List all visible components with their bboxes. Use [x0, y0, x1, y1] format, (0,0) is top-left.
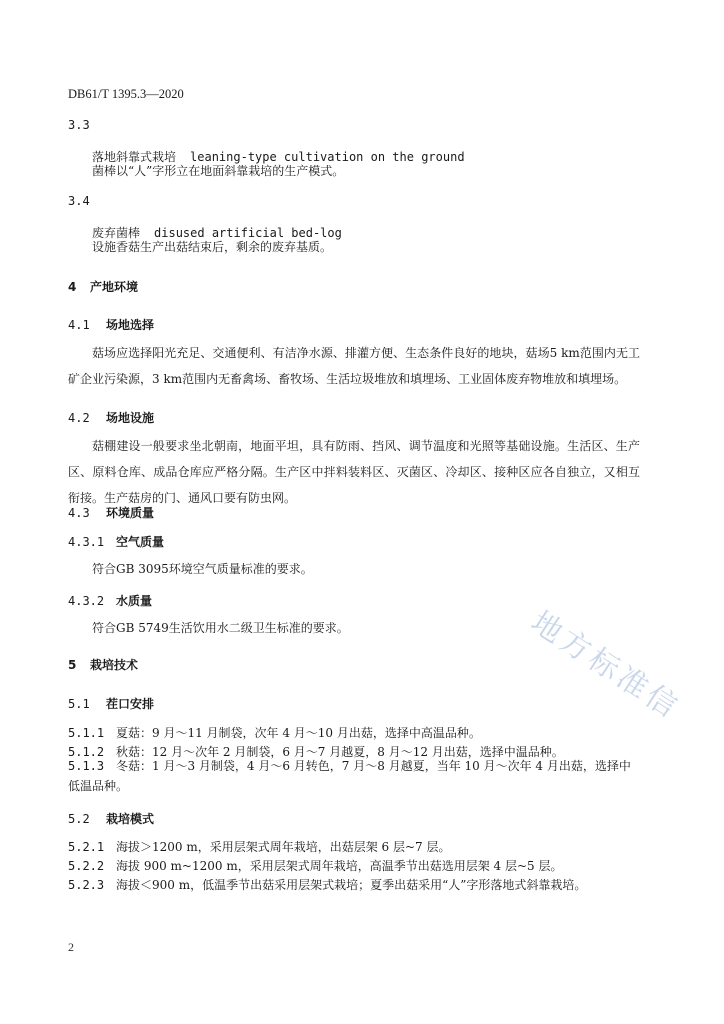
item-number: 5.2.2 [68, 859, 105, 873]
term-english: leaning-type cultivation on the ground [190, 150, 465, 164]
item-text: 海拔 900 m~1200 m，采用层架式周年栽培，高温季节出菇选用层架 4 层~5 层。 [116, 859, 563, 873]
definition-3-4: 设施香菇生产出菇结束后，剩余的废弃基质。 [92, 240, 333, 254]
heading-4-3-1 [68, 533, 164, 550]
heading-number: 4.3 [68, 506, 90, 520]
heading-text: 空气质量 [116, 535, 165, 549]
list-item-5-1-1 [68, 724, 481, 741]
list-item-5-2-2 [68, 857, 562, 874]
item-text: 秋菇：12 月～次年 2 月制袋，6 月～7 月越夏，8 月～12 月出菇，选择中温品种。 [116, 745, 564, 759]
heading-4-1 [68, 316, 154, 333]
heading-number: 4.3.2 [68, 594, 105, 608]
heading-text: 产地环境 [90, 280, 139, 294]
term-english: disused artificial bed-log [154, 226, 342, 240]
heading-5-2 [68, 810, 154, 827]
heading-number: 5.1 [68, 697, 90, 711]
heading-number: 4.1 [68, 318, 90, 332]
heading-number: 4 [68, 280, 77, 294]
heading-number: 4.2 [68, 411, 90, 425]
heading-4-2 [68, 409, 154, 426]
item-number: 5.1.3 [68, 759, 105, 773]
item-text: 冬菇：1 月～3 月制袋，4 月～6 月转色，7 月～8 月越夏，当年 10 月～次年 4 月出菇，选择中低温品种。 [68, 759, 631, 793]
heading-text: 栽培技术 [90, 658, 139, 672]
item-number: 5.1.1 [68, 726, 105, 740]
heading-text: 环境质量 [106, 506, 155, 520]
heading-text: 茬口安排 [106, 697, 155, 711]
heading-number: 5 [68, 658, 77, 672]
item-text: 夏菇：9 月～11 月制袋，次年 4 月～10 月出菇，选择中高温品种。 [116, 726, 481, 740]
paragraph-4-2: 菇棚建设一般要求坐北朝南，地面平坦，具有防雨、挡风、调节温度和光照等基础设施。生活区、生产区、原料仓库、成品仓库应严格分隔。生产区中拌料装料区、灭菌区、冷却区、接种区应各自独立，又相互衔接。生产菇房的门、通风口要有防虫网。 [68, 439, 640, 505]
heading-text: 水质量 [116, 594, 153, 608]
section-number-3-4: 3.4 [68, 194, 90, 208]
heading-4-3 [68, 504, 154, 521]
item-number: 5.2.3 [68, 878, 105, 892]
paragraph-4-3-1: 符合GB 3095环境空气质量标准的要求。 [92, 562, 313, 576]
watermark: 地方标准信 [524, 604, 687, 727]
heading-number: 4.3.1 [68, 535, 105, 549]
list-item-5-2-3 [68, 876, 586, 893]
section-number-3-3: 3.3 [68, 118, 90, 132]
item-number: 5.1.2 [68, 745, 105, 759]
item-text: 海拔＞1200 m，采用层架式周年栽培，出菇层架 6 层~7 层。 [116, 840, 451, 854]
heading-text: 栽培模式 [106, 812, 155, 826]
heading-5 [68, 656, 138, 673]
heading-5-1 [68, 695, 154, 712]
heading-text: 场地选择 [106, 318, 155, 332]
term-chinese: 废弃菌棒 [92, 226, 141, 240]
list-item-5-1-3 [68, 756, 640, 796]
term-chinese: 落地斜靠式栽培 [92, 150, 177, 164]
document-header-id: DB61/T 1395.3—2020 [68, 87, 184, 101]
paragraph-4-1: 菇场应选择阳光充足、交通便利、有洁净水源、排灌方便、生态条件良好的地块，菇场5 km范围内无工矿企业污染源，3 km范围内无畜禽场、畜牧场、生活垃圾堆放和填埋场、工业固体废弃物堆放和填埋场。 [68, 346, 640, 386]
definition-3-3: 菌棒以“人”字形立在地面斜靠栽培的生产模式。 [92, 164, 345, 178]
heading-text: 场地设施 [106, 411, 155, 425]
item-number: 5.2.1 [68, 840, 105, 854]
paragraph-4-3-2: 符合GB 5749生活饮用水二级卫生标准的要求。 [92, 621, 349, 635]
item-text: 海拔＜900 m，低温季节出菇采用层架式栽培；夏季出菇采用“人”字形落地式斜靠栽培。 [116, 878, 587, 892]
page-number: 2 [68, 940, 74, 954]
heading-4-3-2 [68, 592, 152, 609]
list-item-5-2-1 [68, 838, 451, 855]
heading-number: 5.2 [68, 812, 90, 826]
heading-4 [68, 278, 138, 295]
